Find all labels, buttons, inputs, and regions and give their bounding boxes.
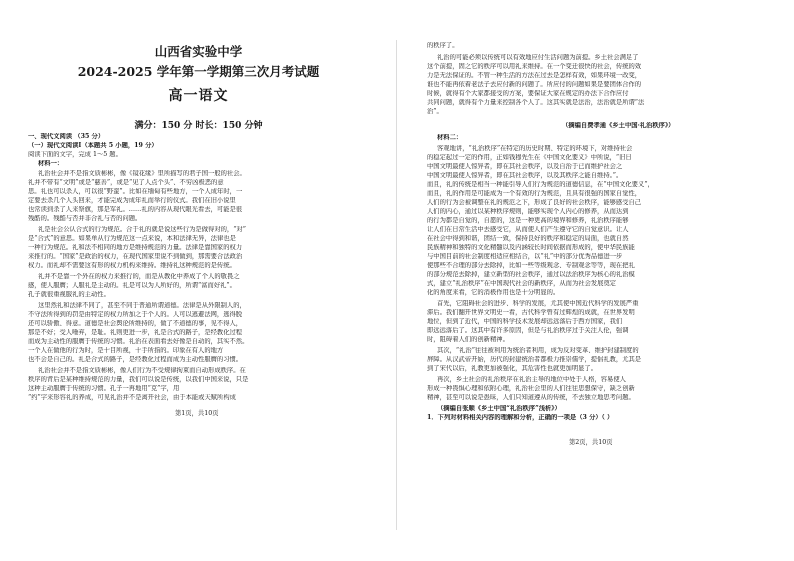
paragraph-line: 地位，但到了近代，中国的科学技术发展却远远落后于西方国家，我们	[427, 318, 623, 325]
paragraph-line: 治”。	[427, 108, 443, 115]
page-footer: 第2页，共10页	[569, 439, 613, 446]
paragraph-line: 时候，就得有个大家都接受的方案，要保证大家在规定的办法下合作应付	[427, 90, 629, 97]
exam-meta: 满分：150 分 时长：150 分钟	[134, 121, 263, 131]
paragraph-line: 其次，“礼治”往往被利用为统治者利用，成为反对变革、维护封建制度的	[437, 347, 639, 354]
source-citation: （摘编自张顺《乡土中国“礼治秩序”浅析》）	[437, 405, 561, 412]
paragraph-line: 时，阻碍着人们的创新精神。	[427, 336, 509, 343]
right-page	[397, 0, 794, 561]
paragraph-line: 思。礼也可以杀人，可以很“野蛮”。比如在缅甸有些地方，一个人成年时，一	[28, 188, 243, 195]
paragraph-line: 而且，礼的传统是相当一种能引导人们行为规范的道德信息，在“中国文化要义”，	[427, 181, 654, 188]
paragraph-line: 这个前提，固之它的秩序可以用礼来维持。在一个变迁很快的社会，传统的效	[427, 63, 642, 70]
paragraph-line: 不守法所得到的罚是由特定的权力所加之于个人的。人可以逃避法网，逃得脱	[28, 311, 243, 318]
paragraph-line: 礼并不带有“文明”或是“慈善”，或是“见了人点个头”、不穷凶极恶的意	[28, 179, 224, 186]
paragraph-line: 而成为主动性的服膺于传统的习惯。礼治在表面看去好像是自动的，其实不然。	[28, 338, 249, 345]
paragraph-line: 是“合式”的意思。如果单从行为规范这一点来说，本和法律无异，法律也是	[28, 235, 236, 242]
paragraph-line: 客观地讲，“礼治秩序”在特定的历史时期、特定的环境下，对维持社会	[437, 145, 633, 152]
paragraph-line: 与中国目前的社会制度相适应相结合，以“礼”中的部分优秀品德进一步	[427, 253, 623, 260]
paragraph-line: 这里然礼和法律不同了，甚至不同于普通所谓道德。法律是从外限制人的，	[38, 302, 246, 309]
subsection-heading: （一）现代文阅读Ⅰ（本题共 5 小题，19 分）	[28, 142, 158, 149]
paragraph-line: 孔子就很重视服礼的主动性。	[28, 291, 110, 298]
source-citation: （摘编自费孝通《乡土中国·礼治秩序》）	[562, 122, 675, 129]
paragraph-line: 礼治社会并不是指文质彬彬，像人们行为不受规律拘束而自动形成秩序。在	[38, 367, 246, 374]
paragraph-line: 权力。而礼却不需要这有形的权力机构来维持。维持礼这种规范的是传统。	[28, 262, 236, 269]
instruction-text: 阅读下面的文字，完成 1～5 题。	[28, 151, 122, 158]
paragraph-line: 的部分规范去除掉，建立新型的社会秩序，通过以法治秩序为核心的礼治模	[427, 271, 635, 278]
school-name: 山西省实验中学	[154, 44, 243, 59]
paragraph-line: 秩序的背后是某种维持规范的力量，我们可以说是传统，以我们中国来说，只是	[28, 376, 249, 383]
paragraph-line: 力是无法保证的。不管一种生活的方法在过去是怎样有效，如果环境一改变，	[427, 72, 642, 79]
paragraph-line: 使那些不合理的部分去除掉，比如一些等级观念、专制观念等等，现在把礼	[427, 262, 635, 269]
paragraph-line: 滞后。我们翻开世界文明史一看，古代科学曾有过辉煌的成就，在世界发明	[427, 309, 635, 316]
paragraph-line: 一个人在做他的行为时，是十目所视，十手所指的。印象在有人的地方	[28, 347, 224, 354]
paragraph-line: 谁也不能再依着老法子去应付新的问题了。所应付的问题如果是要团体合作的	[427, 81, 642, 88]
paragraph-line: 再次，乡土社会的礼治秩序在礼治主导的地位中处于人格，容易使人	[437, 376, 626, 383]
exam-title: 2024-2025 学年第一学期第三次月考试题	[77, 64, 320, 79]
paragraph-line: 即远远落后了。这其中有许多原因，但是与礼治秩序过于关注人伦，强调	[427, 327, 629, 334]
paragraph-line: 化的角度来看，它的消极作用也是十分明显的。	[427, 289, 560, 296]
section-heading: 一、现代文阅读 （35 分）	[28, 133, 105, 140]
paragraph-line: 礼并不是靠一个外在的权力来推行的，而是从教化中养成了个人的敬畏之	[38, 273, 240, 280]
paragraph-line: 还可以骄傲、得意。道德是社会舆论所维持的，做了不道德的事，见不得人，	[28, 320, 243, 327]
paragraph-line: 的秩序了。	[427, 42, 459, 49]
paragraph-line: 屏障。从汉武帝开始，历代的封建统治者都极力推崇儒学，提倡礼教，尤其是	[427, 356, 642, 363]
paragraph-line: 也不会是自己的。礼是合式的路子，是经教化过程而成为主动性服膺的习惯。	[28, 356, 243, 363]
paragraph-line: 这种主动服膺于传统的习惯。孔子一再地用“克”字，用	[28, 385, 180, 392]
paragraph-line: 的稳定起过一定的作用，正如钱穆先生在《中国文化要义》中所说，“旧日	[427, 154, 632, 161]
paragraph-line: 中国文明最使人惊异者，即在其社会秩序，以及自治于已而维护社会之	[427, 163, 623, 170]
question-1: 1．下列对材料相关内容的理解和分析，正确的一项是（3 分）（ ）	[427, 414, 614, 421]
material-label: 材料二：	[437, 134, 463, 141]
paragraph-line: 感，使人服膺；人服礼是主动的。礼是可以为人所好的，所谓“富而好礼”。	[28, 282, 236, 289]
paragraph-line: 残酷的。残酷与否并非合礼与否的问题。	[28, 215, 142, 222]
paragraph-line: 来推行的。“国家”是政治的权力，在现代国家里说不到做到，那需要合法政治	[28, 253, 243, 260]
paragraph-line: 礼治社会并不是指文质彬彬，像《镜花缘》里所描写的君子国一般的社会。	[38, 170, 246, 177]
paragraph-line: 中国文明最使人惊异者，即在其社会秩序，以及其秩序之能自维持。”。	[427, 172, 623, 179]
paragraph-line: 形成一种畏惧心理和依附心理，礼治社会里的人们往往思想保守，缺乏创新	[427, 385, 635, 392]
subject-title: 高一语文	[168, 88, 229, 104]
paragraph-line: 礼是社会公认合式的行为规范。合于礼的就是说这些行为是做得对的，“对”	[38, 226, 246, 233]
paragraph-line: 共同问题，就得有个力量来控制各个人了。这其实就是法治，法治就是所谓“法	[427, 99, 645, 106]
paragraph-line: 人们的内心，通过以某种秩序规则，能够实现个人内心的修养，从而达到	[427, 208, 629, 215]
paragraph-line: 精神，甚至可以说是愚昧，人们只知道遵从的传统，不去独立地思考问题。	[427, 394, 635, 401]
paragraph-line: 到了宋代以后，礼教更加被强化，其危害性也就更加明显了。	[427, 365, 598, 372]
paragraph-line: “约”字来形容礼的养成，可见礼治并不是离开社会，由于本能或天赋所构成	[28, 394, 236, 401]
paragraph-line: 礼治的可能必须以传统可以有效地应付生活问题为前提。乡土社会满足了	[437, 54, 639, 61]
paragraph-line: 式，建立“礼治秩序”在中国现代社会的新秩序，从而为社会发展奠定	[427, 280, 617, 287]
paragraph-line: 那是不好；受人唾弃，是耻。礼则更进一步，礼是合式的路子，是经教化过程	[28, 329, 243, 336]
paragraph-line: 在社会中得到和谐，团结一致，保持良好的秩序和稳定的局面，也就自然	[427, 235, 629, 242]
paragraph-line: 而且，礼的作用是可能成为一个有效的行为规范，且具有很强的国家自觉性，	[427, 190, 642, 197]
paragraph-line: 首先，它阻碍社会的进步、科学的发展，尤其使中国近代科学的发展严重	[437, 300, 639, 307]
material-label: 材料一：	[38, 160, 64, 167]
paragraph-line: 民族精神和独特的文化精髓以及内涵较长时间依据而形成的，使中华民族能	[427, 244, 635, 251]
paragraph-line: 一种行为规范。礼和法不相同的地方是维持规范的力量。法律是靠国家的权力	[28, 244, 243, 251]
paragraph-line: 也常读到杀了人来祭旗，那是军礼。……礼的内容从现代眼光看去，可能是很	[28, 206, 243, 213]
page-footer: 第1页，共10页	[175, 410, 219, 417]
paragraph-line: 让人们在日常生活中去感受它，从而使人们产生遵守它的自觉意识。让人	[427, 226, 629, 233]
paragraph-line: 定要去杀几个人头回来，才能完成为成年礼而举行的仪式。我们在旧小说里	[28, 197, 236, 204]
paragraph-line: 的行为都是自觉的，自愿的，这是一种更高的境界和修养，礼治秩序能够	[427, 217, 629, 224]
paragraph-line: 人们的行为会被调整在礼的规范之下，形成了良好的社会秩序，能够感受自己	[427, 199, 642, 206]
